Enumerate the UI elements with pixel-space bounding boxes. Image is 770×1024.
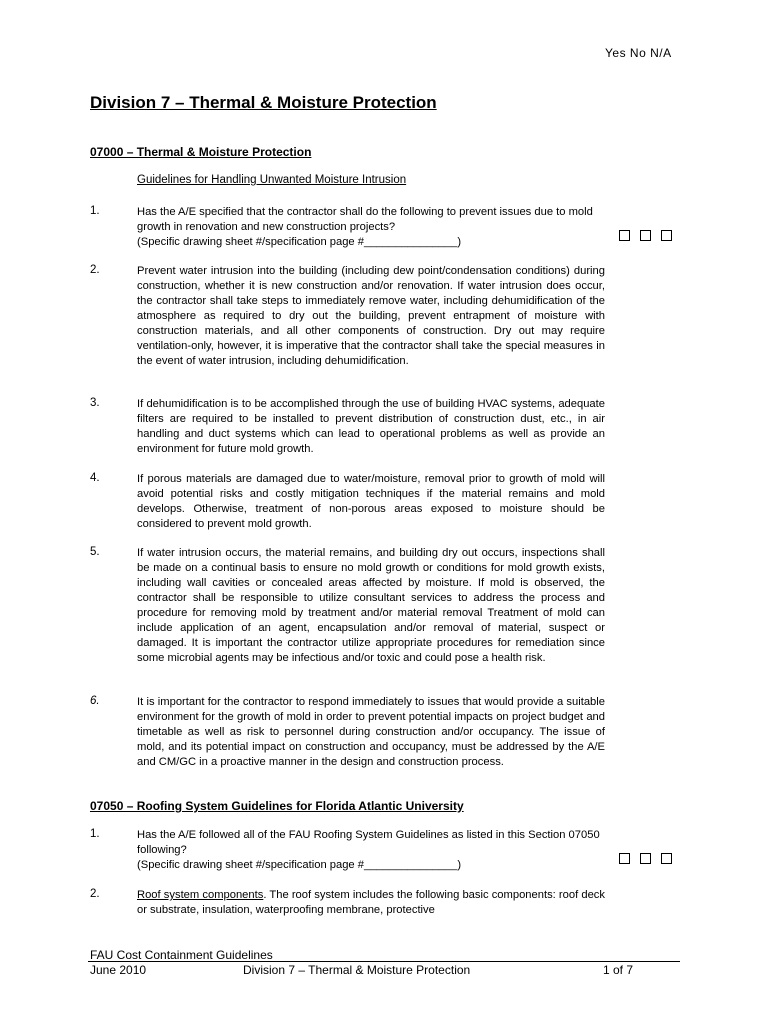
item-number: 2.	[90, 888, 100, 900]
item-text: If water intrusion occurs, the material remains, and building dry out occurs, inspections shall be made on a continual basis to ensure no mold growth or conditions for mold growth exists, including wall cavities or concealed areas affected by moisture. If mold is observed, the contractor shall be responsible to utilize consultant services to address the process and procedure for removing mold by treatment and/or material removal Treatment of mold can include application of an agent, encapsulation and/or removal of material, suspect or damaged. It is important the contractor utilize appropriate procedures for remediation since some microbial agents may be infectious and/or toxic and could pose a health risk.	[137, 547, 605, 664]
section-heading-07050: 07050 – Roofing System Guidelines for Florida Atlantic University	[90, 799, 464, 813]
item-number: 4.	[90, 472, 100, 484]
item-text: It is important for the contractor to respond immediately to issues that would provide a suitable environment for the growth of mold in order to prevent potential impacts on project budget and timetable as well as risk to personnel during construction and/or occupancy. The issue of mold, and its potential impact on construction and occupancy, must be addressed by the A/E and CM/GC in a proactive manner in the design and construction process.	[137, 696, 605, 768]
section-heading-07000: 07000 – Thermal & Moisture Protection	[90, 145, 312, 159]
no-checkbox[interactable]	[640, 230, 651, 241]
yes-no-na-header: Yes No N/A	[605, 46, 672, 60]
yes-no-na-checkboxes	[619, 853, 672, 864]
item-text: If dehumidification is to be accomplished through the use of building HVAC systems, adequate filters are required to be installed to prevent distribution of construction dust, etc., in air handling and duct systems which can lead to operational problems as well as provide an environment for future mold growth.	[137, 398, 605, 455]
item-number: 1.	[90, 828, 100, 840]
item-number: 1.	[90, 205, 100, 217]
footer-divider	[88, 961, 680, 962]
yes-checkbox[interactable]	[619, 230, 630, 241]
item-text: Prevent water intrusion into the building (including dew point/condensation conditions) during construction, whether it is new construction and/or renovation. If water intrusion does occur, the contractor shall take steps to immediately remove water, including dehumidification of the atmosphere as required to dry out the building, prevent entrapment of moisture with construction materials, and all other components of construction. Dry out may require ventilation-only, however, it is imperative that the contractor shall take the special measures in the event of water intrusion, including dehumidification.	[137, 265, 605, 367]
na-checkbox[interactable]	[661, 853, 672, 864]
item-lead-phrase: Roof system components	[137, 889, 264, 901]
footer-division: Division 7 – Thermal & Moisture Protection	[243, 963, 471, 977]
item-text: Has the A/E followed all of the FAU Roofing System Guidelines as listed in this Section 07050 following? (Specific drawing sheet #/specification page #_______________)	[137, 829, 600, 871]
yes-no-na-checkboxes	[619, 230, 672, 241]
item-text: If porous materials are damaged due to water/moisture, removal prior to growth of mold will avoid potential risks and costly mitigation techniques if the material remains and mold develops. Otherwise, treatment of non-porous areas exposed to moisture should be considered to prevent mold growth.	[137, 473, 605, 530]
page-title: Division 7 – Thermal & Moisture Protection	[90, 93, 437, 112]
item-text-body: . The roof system includes the following basic components: roof deck or substrate, insulation, waterproofing membrane, protective	[137, 889, 605, 916]
subheading-moisture: Guidelines for Handling Unwanted Moisture Intrusion	[137, 174, 407, 186]
item-text	[137, 888, 605, 918]
footer-page-number: 1 of 7	[603, 963, 634, 977]
na-checkbox[interactable]	[661, 230, 672, 241]
item-text: Has the A/E specified that the contractor shall do the following to prevent issues due to mold growth in renovation and new construction projects? (Specific drawing sheet #/specification page #_______________)	[137, 206, 593, 248]
yes-checkbox[interactable]	[619, 853, 630, 864]
item-number: 2.	[90, 264, 100, 276]
item-number: 3.	[90, 397, 100, 409]
item-number: 5.	[90, 546, 100, 558]
footer-guidelines-title: FAU Cost Containment Guidelines	[90, 948, 273, 962]
item-number: 6.	[90, 695, 100, 707]
no-checkbox[interactable]	[640, 853, 651, 864]
footer-date: June 2010	[90, 963, 147, 977]
